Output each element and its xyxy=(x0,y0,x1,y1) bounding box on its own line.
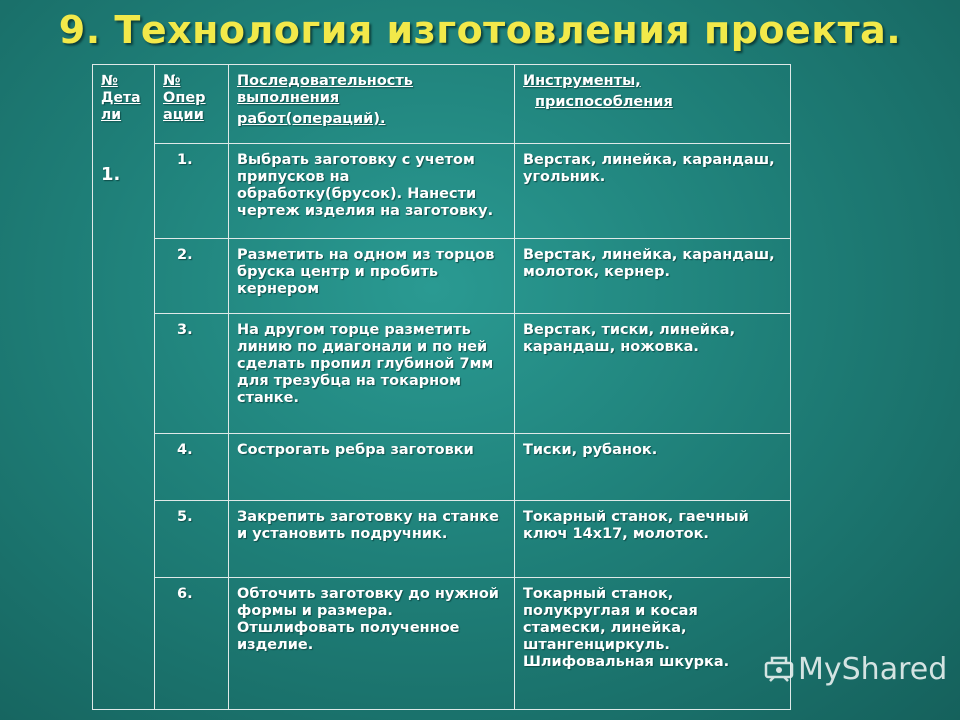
operation-step: На другом торце разметить линию по диагонали и по ней сделать пропил глубиной 7мм для трезубца на токарном станке. xyxy=(229,314,515,434)
operation-tools: Токарный станок, гаечный ключ 14х17, молоток. xyxy=(515,501,791,578)
table-header-row xyxy=(93,65,791,144)
operation-number: 3. xyxy=(155,314,229,434)
myshared-logo-icon xyxy=(764,653,794,683)
operation-number: 2. xyxy=(155,239,229,314)
table-row xyxy=(93,314,791,434)
operation-number: 6. xyxy=(155,578,229,710)
technology-table xyxy=(92,64,791,710)
operation-step: Обточить заготовку до нужной формы и размера. Отшлифовать полученное изделие. xyxy=(229,578,515,710)
operation-number: 1. xyxy=(155,144,229,239)
operation-step: Сострогать ребра заготовки xyxy=(229,434,515,501)
header-tools: Инструменты, приспособления xyxy=(515,65,791,144)
table-row xyxy=(93,239,791,314)
operation-step: Закрепить заготовку на станке и установить подручник. xyxy=(229,501,515,578)
header-sequence: Последовательность выполнения работ(операций). xyxy=(229,65,515,144)
table-row xyxy=(93,501,791,578)
operation-number: 5. xyxy=(155,501,229,578)
table-row xyxy=(93,434,791,501)
header-part: № Дета ли xyxy=(101,73,141,123)
operation-tools: Верстак, линейка, карандаш, угольник. xyxy=(515,144,791,239)
operation-tools: Токарный станок, полукруглая и косая стамески, линейка, штангенциркуль. Шлифовальная шкурка. xyxy=(515,578,791,710)
header-operation: № Опер ации xyxy=(155,65,229,144)
table-row xyxy=(93,144,791,239)
operation-tools: Верстак, линейка, карандаш, молоток, кернер. xyxy=(515,239,791,314)
operation-step: Выбрать заготовку с учетом припусков на обработку(брусок). Нанести чертеж изделия на заготовку. xyxy=(229,144,515,239)
table-row xyxy=(93,578,791,710)
watermark-text: MyShared xyxy=(798,652,948,687)
operation-step: Разметить на одном из торцов бруска центр и пробить кернером xyxy=(229,239,515,314)
part-column-cell xyxy=(93,65,155,710)
slide-title: 9. Технология изготовления проекта. xyxy=(58,8,902,52)
part-number: 1. xyxy=(101,164,121,185)
watermark xyxy=(764,652,947,687)
operation-tools: Тиски, рубанок. xyxy=(515,434,791,501)
operation-tools: Верстак, тиски, линейка, карандаш, ножовка. xyxy=(515,314,791,434)
operation-number: 4. xyxy=(155,434,229,501)
